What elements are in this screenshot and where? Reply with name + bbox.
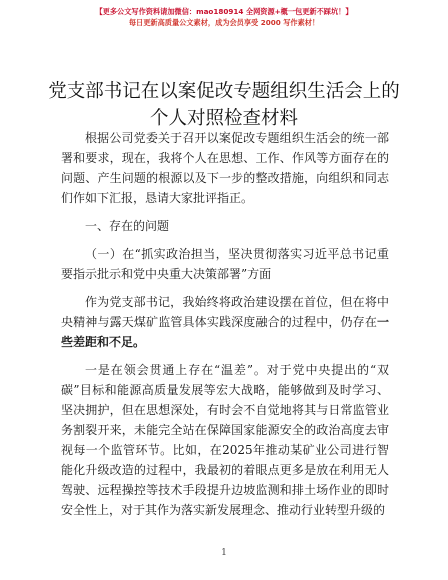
section-heading: 一、存在的问题 (85, 219, 170, 233)
page-number: 1 (221, 548, 227, 558)
promo-line-1: 【更多公文写作资料请加微信：mao180914 全网资源+概一包更新不踩坑！】 (95, 7, 353, 16)
intro-paragraph: 根据公司党委关于召开以案促改专题组织生活会的统一部署和要求，现在，我将个人在思想、工作、作风等方面存在的问题、产生问题的根源以及下一步的整改措施，向组织和同志们作如下汇报，恳请大家批评指正。 (61, 131, 389, 205)
subsection-heading: （一）在“抓实政治担当，坚决贯彻落实习近平总书记重要指示批示和党中央重大决策部署”方面 (61, 247, 389, 281)
promo-line-2: 每日更新高质量公文素材，成为会员享受 2000 写作素材！ (128, 18, 320, 27)
body-paragraph: 一是在领会贯通上存在“温差”。对于党中央提出的“双碳”目标和能源高质量发展等宏大战略，能够做到及时学习、坚决拥护，但在思想深处，有时会不自觉地将其与日常监管业务割裂开来，未能完全站在保障国家能源安全的政治高度去审视每一个监管环节。比如，在2025年推动某矿业公司进行智能化升级改造的过程中，我最初的着眼点更多是放在利用无人驾驶、远程操控等技术手段提升边坡监测和排土场作业的即时安全性上，对于其作为落实新发展理念、推动行业转型升级的 (61, 363, 389, 517)
document-title: 党支部书记在以案促改专题组织生活会上的个人对照检查材料 (48, 81, 400, 129)
body-paragraph: 作为党支部书记，我始终将政治建设摆在首位，但在将中央精神与露天煤矿监管具体实践深度融合的过程中，仍存在一些差距和不足。 (61, 295, 389, 349)
promo-banner (0, 6, 448, 28)
document-body (61, 128, 389, 520)
